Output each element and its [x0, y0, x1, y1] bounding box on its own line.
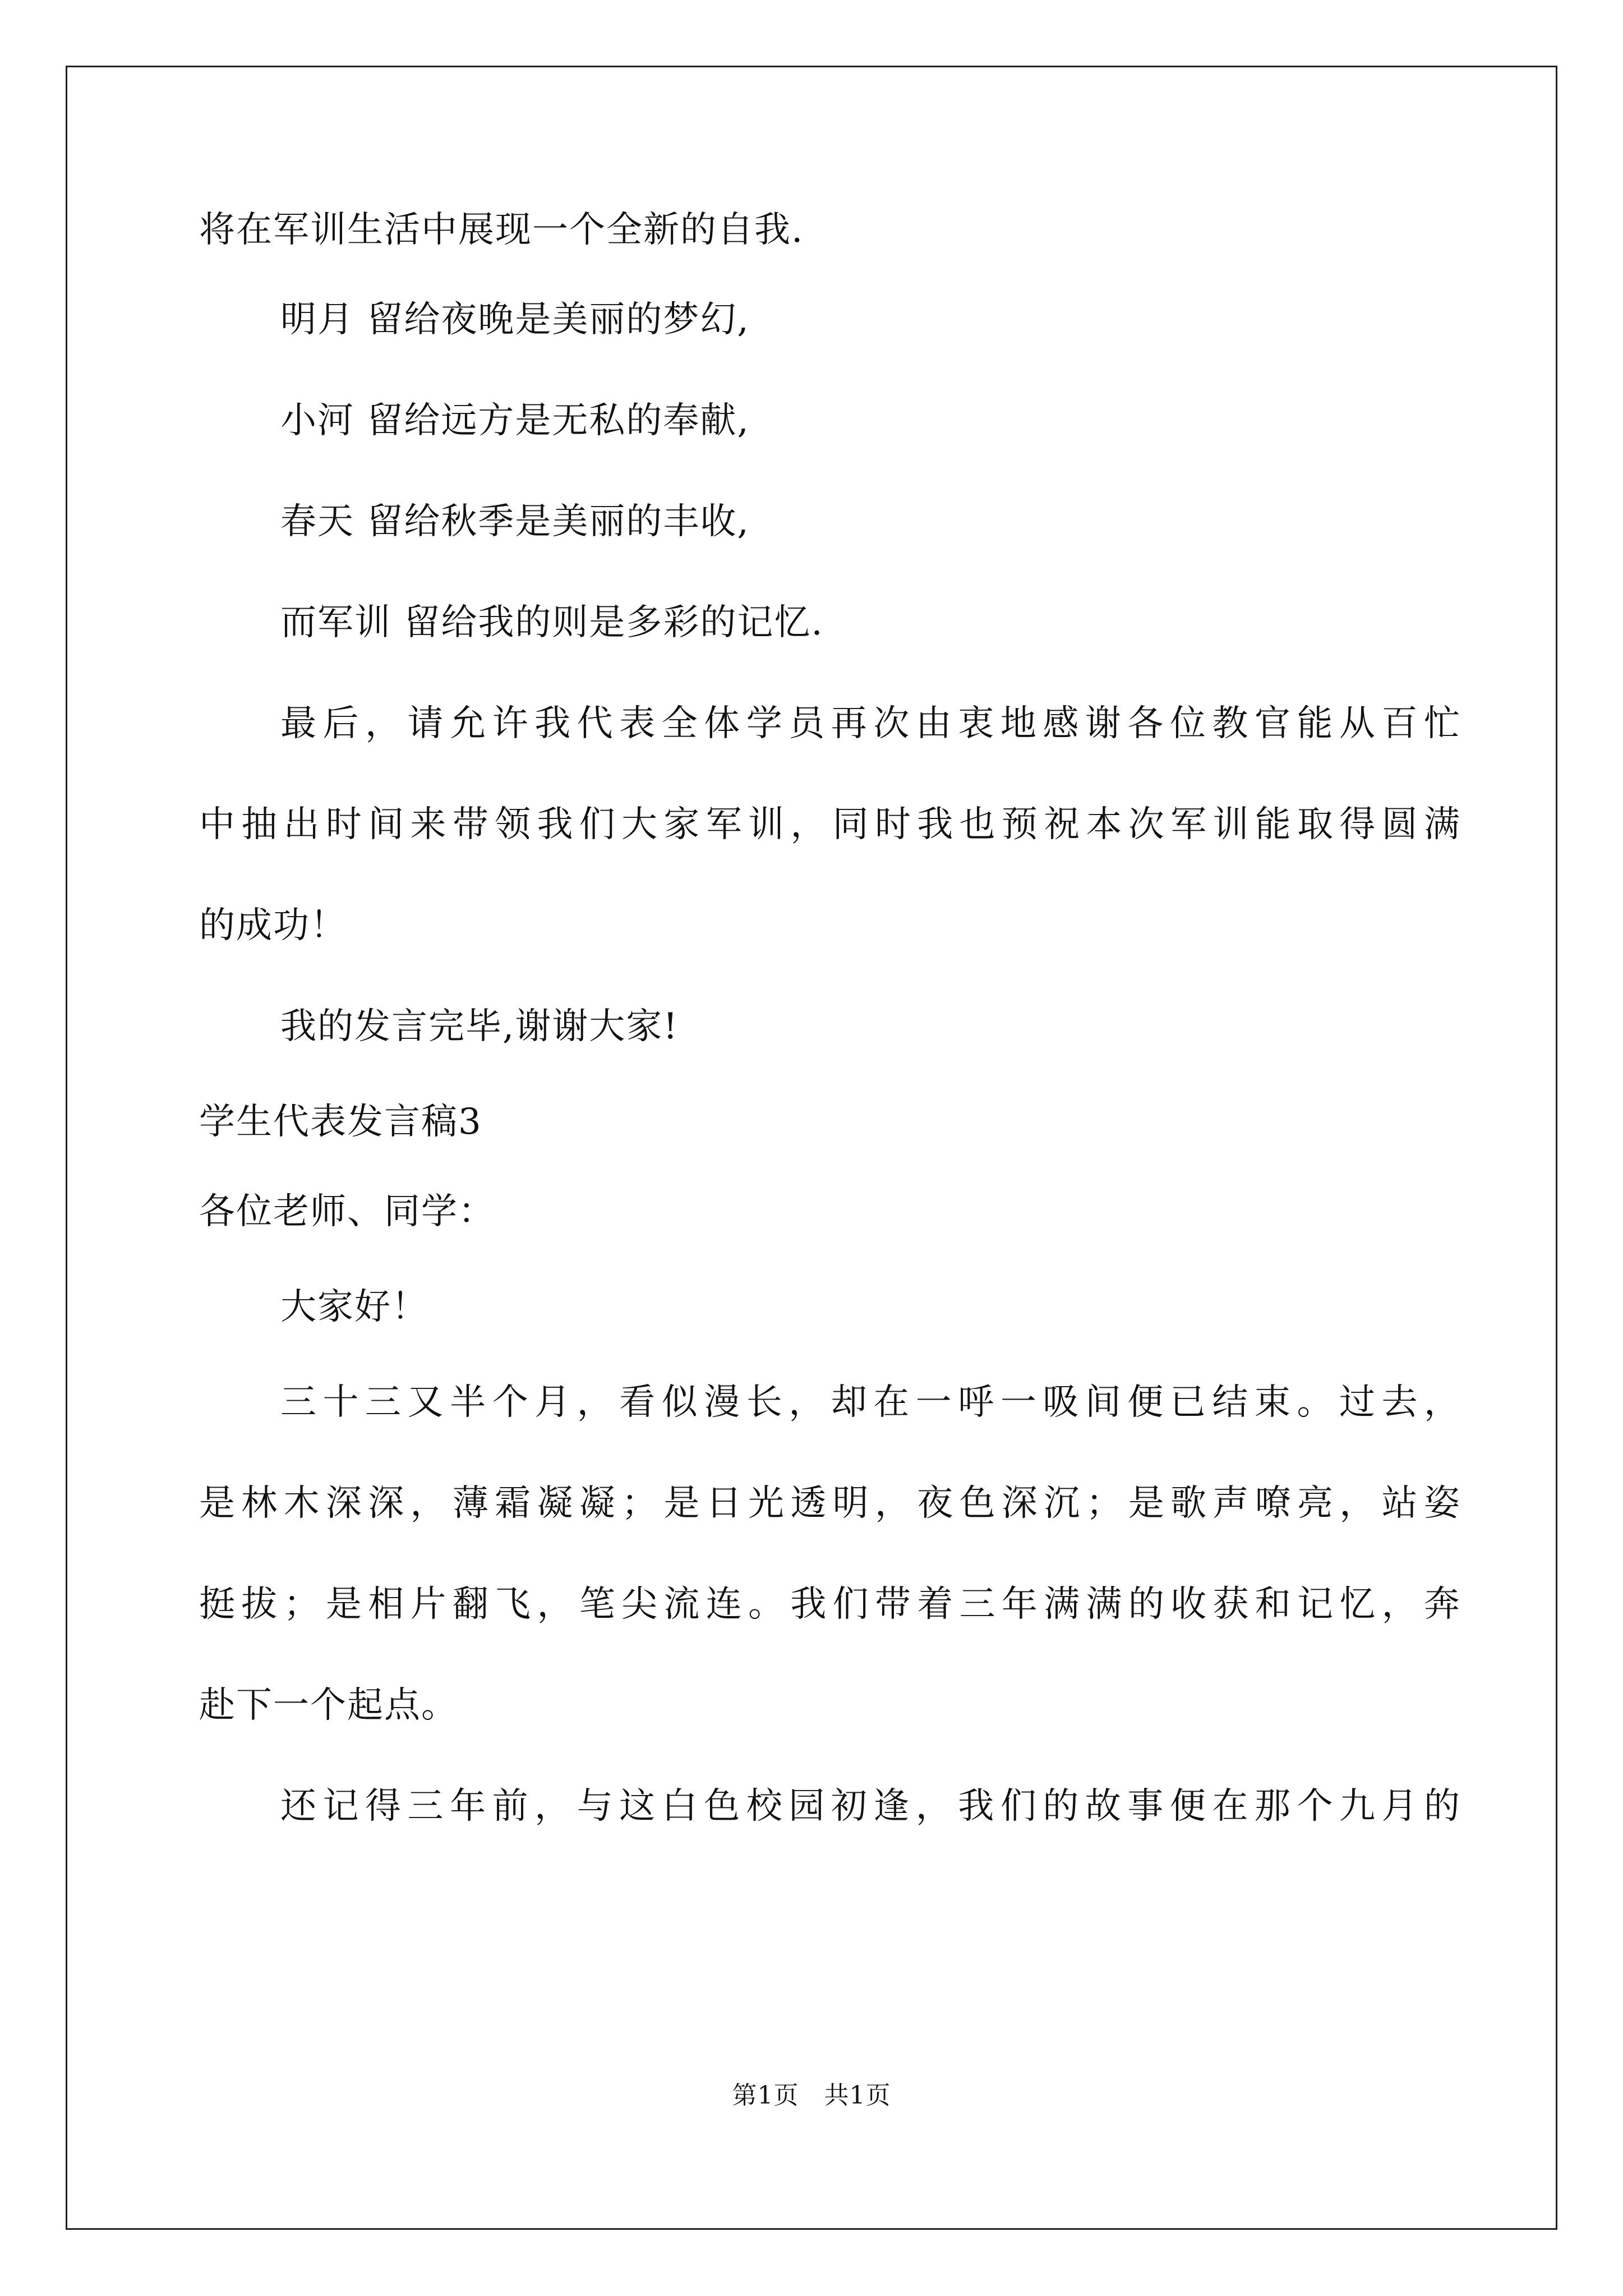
text-line: 挺拔；是相片翻飞，笔尖流连。我们带着三年满满的收获和记忆，奔 — [199, 1584, 1461, 1625]
text-line: 我的发言完毕,谢谢大家! — [280, 1006, 679, 1047]
text-line: 的成功！ — [199, 905, 347, 946]
text-line: 赴下一个起点。 — [199, 1685, 458, 1726]
salutation: 各位老师、同学： — [199, 1191, 495, 1232]
text-line: 大家好！ — [280, 1286, 428, 1328]
text-line: 春天 留给秋季是美丽的丰收, — [280, 501, 750, 542]
text-line: 中抽出时间来带领我们大家军训，同时我也预祝本次军训能取得圆满 — [199, 804, 1461, 845]
text-line: 三十三又半个月，看似漫长，却在一呼一吸间便已结束。过去， — [280, 1382, 1461, 1423]
text-line: 而军训 留给我的则是多彩的记忆. — [280, 602, 824, 643]
section-heading: 学生代表发言稿3 — [199, 1101, 482, 1143]
page-number-footer: 第1页 共1页 — [732, 2081, 891, 2110]
text-line: 还记得三年前，与这白色校园初逢，我们的故事便在那个九月的 — [280, 1786, 1461, 1827]
text-line: 明月 留给夜晚是美丽的梦幻, — [280, 299, 750, 341]
text-line: 将在军训生活中展现一个全新的自我. — [199, 209, 804, 251]
text-line: 是林木深深，薄霜凝凝；是日光透明，夜色深沉；是歌声嘹亮，站姿 — [199, 1483, 1461, 1524]
text-line: 小河 留给远方是无私的奉献, — [280, 400, 750, 441]
text-line: 最后，请允许我代表全体学员再次由衷地感谢各位教官能从百忙 — [280, 703, 1461, 744]
